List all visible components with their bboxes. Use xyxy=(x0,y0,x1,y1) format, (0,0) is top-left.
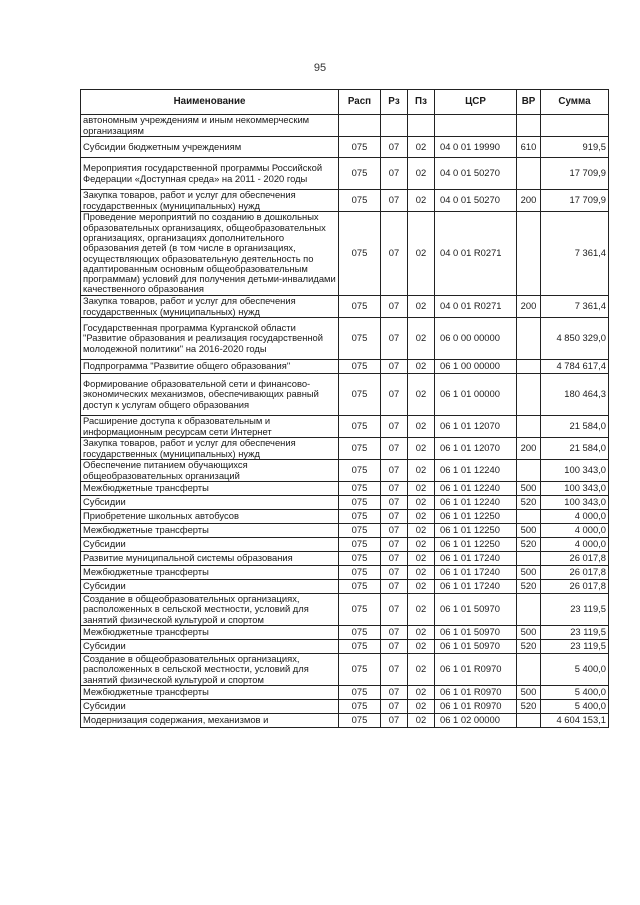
row-rz: 07 xyxy=(381,626,408,640)
row-rasp: 075 xyxy=(339,482,381,496)
row-name: Субсидии xyxy=(81,538,339,552)
row-rasp: 075 xyxy=(339,714,381,728)
table-row xyxy=(81,460,609,482)
row-sum: 17 709,9 xyxy=(541,158,609,190)
row-rasp: 075 xyxy=(339,137,381,158)
row-rasp: 075 xyxy=(339,318,381,360)
row-name: Субсидии xyxy=(81,640,339,654)
row-rz: 07 xyxy=(381,212,408,296)
row-name: Приобретение школьных автобусов xyxy=(81,510,339,524)
row-rasp: 075 xyxy=(339,686,381,700)
row-name: автономным учреждениям и иным некоммерческим организациям xyxy=(81,115,339,137)
row-vr xyxy=(517,654,541,686)
row-sum: 4 850 329,0 xyxy=(541,318,609,360)
row-name: Субсидии xyxy=(81,580,339,594)
row-sum: 100 343,0 xyxy=(541,482,609,496)
row-rz: 07 xyxy=(381,566,408,580)
row-sum: 7 361,4 xyxy=(541,212,609,296)
table-row xyxy=(81,438,609,460)
row-pz: 02 xyxy=(408,158,435,190)
row-vr: 200 xyxy=(517,438,541,460)
row-rasp: 075 xyxy=(339,552,381,566)
row-vr xyxy=(517,714,541,728)
row-rz: 07 xyxy=(381,580,408,594)
row-pz: 02 xyxy=(408,566,435,580)
row-csr: 06 1 01 12250 xyxy=(435,538,517,552)
row-name: Межбюджетные трансферты xyxy=(81,482,339,496)
row-rasp: 075 xyxy=(339,416,381,438)
budget-table xyxy=(80,89,609,728)
row-csr: 06 1 01 12070 xyxy=(435,438,517,460)
row-sum: 26 017,8 xyxy=(541,552,609,566)
row-rasp: 075 xyxy=(339,654,381,686)
row-sum: 26 017,8 xyxy=(541,566,609,580)
row-vr: 500 xyxy=(517,686,541,700)
row-sum: 23 119,5 xyxy=(541,640,609,654)
row-pz: 02 xyxy=(408,626,435,640)
row-pz: 02 xyxy=(408,496,435,510)
table-row xyxy=(81,137,609,158)
row-csr: 06 0 00 00000 xyxy=(435,318,517,360)
row-pz: 02 xyxy=(408,700,435,714)
table-row xyxy=(81,360,609,374)
row-vr xyxy=(517,416,541,438)
table-row xyxy=(81,482,609,496)
table-row xyxy=(81,115,609,137)
row-csr: 06 1 01 50970 xyxy=(435,626,517,640)
table-row xyxy=(81,296,609,318)
row-csr: 06 1 01 17240 xyxy=(435,552,517,566)
row-sum: 17 709,9 xyxy=(541,190,609,212)
row-name: Проведение мероприятий по созданию в дошкольных образовательных организациях, общеобразовательных организациях, организациях дополнительного образования детей (в том числе в организациях, осуществляющих образовательную деятельность по адаптированным основным общеобразовательным программам) условий для получения детьми-инвалидами качественного образования xyxy=(81,212,339,296)
row-vr xyxy=(517,510,541,524)
row-rasp: 075 xyxy=(339,374,381,416)
row-csr: 06 1 01 12070 xyxy=(435,416,517,438)
row-pz: 02 xyxy=(408,686,435,700)
row-sum xyxy=(541,115,609,137)
row-sum: 5 400,0 xyxy=(541,700,609,714)
row-rz: 07 xyxy=(381,524,408,538)
row-csr: 06 1 01 12250 xyxy=(435,510,517,524)
row-vr xyxy=(517,460,541,482)
table-row xyxy=(81,714,609,728)
row-rz: 07 xyxy=(381,654,408,686)
row-rasp: 075 xyxy=(339,212,381,296)
row-sum: 23 119,5 xyxy=(541,626,609,640)
row-rz: 07 xyxy=(381,482,408,496)
row-pz: 02 xyxy=(408,552,435,566)
row-vr: 500 xyxy=(517,566,541,580)
row-rz: 07 xyxy=(381,438,408,460)
row-csr: 06 1 01 R0970 xyxy=(435,700,517,714)
row-csr: 06 1 01 12240 xyxy=(435,482,517,496)
row-csr: 04 0 01 50270 xyxy=(435,158,517,190)
row-rasp: 075 xyxy=(339,460,381,482)
table-row xyxy=(81,510,609,524)
row-csr: 06 1 01 17240 xyxy=(435,566,517,580)
row-rasp: 075 xyxy=(339,496,381,510)
row-name: Межбюджетные трансферты xyxy=(81,524,339,538)
table-row xyxy=(81,626,609,640)
row-pz: 02 xyxy=(408,296,435,318)
row-csr: 06 1 01 17240 xyxy=(435,580,517,594)
row-rz: 07 xyxy=(381,137,408,158)
row-csr: 06 1 01 12250 xyxy=(435,524,517,538)
row-pz: 02 xyxy=(408,510,435,524)
row-csr: 06 1 02 00000 xyxy=(435,714,517,728)
row-rasp: 075 xyxy=(339,580,381,594)
row-csr: 04 0 01 19990 xyxy=(435,137,517,158)
table-header-row xyxy=(81,90,609,115)
row-rz: 07 xyxy=(381,158,408,190)
row-rasp: 075 xyxy=(339,640,381,654)
row-pz: 02 xyxy=(408,538,435,552)
row-rz: 07 xyxy=(381,510,408,524)
row-csr xyxy=(435,115,517,137)
row-pz xyxy=(408,115,435,137)
row-name: Обеспечение питанием обучающихся общеобразовательных организаций xyxy=(81,460,339,482)
row-rasp: 075 xyxy=(339,626,381,640)
col-header-vr: ВР xyxy=(517,90,541,115)
row-rz: 07 xyxy=(381,460,408,482)
row-name: Подпрограмма "Развитие общего образования" xyxy=(81,360,339,374)
col-header-sum: Сумма xyxy=(541,90,609,115)
row-sum: 7 361,4 xyxy=(541,296,609,318)
table-row xyxy=(81,374,609,416)
table-row xyxy=(81,700,609,714)
row-rasp: 075 xyxy=(339,158,381,190)
row-name: Межбюджетные трансферты xyxy=(81,566,339,580)
row-sum: 4 604 153,1 xyxy=(541,714,609,728)
row-rasp: 075 xyxy=(339,510,381,524)
row-rasp: 075 xyxy=(339,438,381,460)
row-name: Государственная программа Курганской области "Развитие образования и реализация государственной молодежной политики" на 2016-2020 годы xyxy=(81,318,339,360)
table-row xyxy=(81,158,609,190)
row-vr: 500 xyxy=(517,626,541,640)
row-vr: 520 xyxy=(517,580,541,594)
row-rz: 07 xyxy=(381,190,408,212)
row-vr xyxy=(517,594,541,626)
row-vr: 520 xyxy=(517,700,541,714)
row-vr xyxy=(517,115,541,137)
row-csr: 06 1 01 12240 xyxy=(435,496,517,510)
row-rz: 07 xyxy=(381,538,408,552)
row-rasp: 075 xyxy=(339,594,381,626)
table-row xyxy=(81,580,609,594)
row-pz: 02 xyxy=(408,594,435,626)
row-pz: 02 xyxy=(408,460,435,482)
row-vr: 610 xyxy=(517,137,541,158)
row-rz: 07 xyxy=(381,360,408,374)
row-name: Субсидии бюджетным учреждениям xyxy=(81,137,339,158)
row-rz: 07 xyxy=(381,594,408,626)
row-rasp: 075 xyxy=(339,700,381,714)
row-sum: 23 119,5 xyxy=(541,594,609,626)
row-rasp: 075 xyxy=(339,566,381,580)
row-name: Закупка товаров, работ и услуг для обеспечения государственных (муниципальных) нужд xyxy=(81,190,339,212)
row-rz: 07 xyxy=(381,552,408,566)
row-name: Модернизация содержания, механизмов и xyxy=(81,714,339,728)
row-csr: 04 0 01 R0271 xyxy=(435,212,517,296)
row-name: Закупка товаров, работ и услуг для обеспечения государственных (муниципальных) нужд xyxy=(81,296,339,318)
row-vr xyxy=(517,552,541,566)
table-row xyxy=(81,686,609,700)
row-sum: 4 784 617,4 xyxy=(541,360,609,374)
row-name: Развитие муниципальной системы образования xyxy=(81,552,339,566)
row-rz: 07 xyxy=(381,416,408,438)
table-row xyxy=(81,318,609,360)
row-sum: 100 343,0 xyxy=(541,460,609,482)
row-name: Субсидии xyxy=(81,700,339,714)
row-vr: 500 xyxy=(517,524,541,538)
row-csr: 06 1 00 00000 xyxy=(435,360,517,374)
row-pz: 02 xyxy=(408,640,435,654)
row-rz: 07 xyxy=(381,640,408,654)
row-vr: 200 xyxy=(517,190,541,212)
row-sum: 4 000,0 xyxy=(541,538,609,552)
page-number: 95 xyxy=(313,62,327,74)
row-pz: 02 xyxy=(408,714,435,728)
col-header-rz: Рз xyxy=(381,90,408,115)
table-row xyxy=(81,594,609,626)
table-row xyxy=(81,496,609,510)
row-pz: 02 xyxy=(408,190,435,212)
row-name: Межбюджетные трансферты xyxy=(81,626,339,640)
table-row xyxy=(81,212,609,296)
row-vr xyxy=(517,374,541,416)
row-sum: 4 000,0 xyxy=(541,510,609,524)
row-rz: 07 xyxy=(381,714,408,728)
row-rz: 07 xyxy=(381,296,408,318)
table-row xyxy=(81,640,609,654)
table-row xyxy=(81,654,609,686)
row-csr: 04 0 01 50270 xyxy=(435,190,517,212)
row-pz: 02 xyxy=(408,137,435,158)
row-name: Создание в общеобразовательных организациях, расположенных в сельской местности, условий для занятий физической культурой и спортом xyxy=(81,594,339,626)
row-pz: 02 xyxy=(408,416,435,438)
row-vr: 520 xyxy=(517,496,541,510)
row-sum: 4 000,0 xyxy=(541,524,609,538)
row-rasp: 075 xyxy=(339,360,381,374)
row-pz: 02 xyxy=(408,318,435,360)
row-csr: 06 1 01 50970 xyxy=(435,594,517,626)
row-vr xyxy=(517,158,541,190)
row-rz: 07 xyxy=(381,686,408,700)
table-row xyxy=(81,190,609,212)
row-name: Закупка товаров, работ и услуг для обеспечения государственных (муниципальных) нужд xyxy=(81,438,339,460)
row-rz: 07 xyxy=(381,700,408,714)
row-rasp: 075 xyxy=(339,524,381,538)
row-rz: 07 xyxy=(381,496,408,510)
row-name: Формирование образовательной сети и финансово-экономических механизмов, обеспечивающих равный доступ к услугам общего образования xyxy=(81,374,339,416)
row-name: Субсидии xyxy=(81,496,339,510)
row-csr: 06 1 01 R0970 xyxy=(435,686,517,700)
col-header-rasp: Расп xyxy=(339,90,381,115)
row-pz: 02 xyxy=(408,374,435,416)
table-row xyxy=(81,538,609,552)
row-sum: 5 400,0 xyxy=(541,654,609,686)
table-row xyxy=(81,416,609,438)
row-csr: 06 1 01 12240 xyxy=(435,460,517,482)
row-vr: 520 xyxy=(517,640,541,654)
row-name: Мероприятия государственной программы Российской Федерации «Доступная среда» на 2011 - 2020 годы xyxy=(81,158,339,190)
row-sum: 100 343,0 xyxy=(541,496,609,510)
row-rz: 07 xyxy=(381,318,408,360)
row-rasp: 075 xyxy=(339,296,381,318)
row-csr: 06 1 01 R0970 xyxy=(435,654,517,686)
row-name: Создание в общеобразовательных организациях, расположенных в сельской местности, условий для занятий физической культурой и спортом xyxy=(81,654,339,686)
row-vr xyxy=(517,212,541,296)
row-sum: 21 584,0 xyxy=(541,416,609,438)
row-csr: 04 0 01 R0271 xyxy=(435,296,517,318)
row-sum: 21 584,0 xyxy=(541,438,609,460)
row-vr: 520 xyxy=(517,538,541,552)
row-csr: 06 1 01 00000 xyxy=(435,374,517,416)
col-header-pz: Пз xyxy=(408,90,435,115)
row-name: Расширение доступа к образовательным и информационным ресурсам сети Интернет xyxy=(81,416,339,438)
row-name: Межбюджетные трансферты xyxy=(81,686,339,700)
row-vr xyxy=(517,318,541,360)
row-sum: 5 400,0 xyxy=(541,686,609,700)
row-csr: 06 1 01 50970 xyxy=(435,640,517,654)
row-sum: 180 464,3 xyxy=(541,374,609,416)
row-rasp: 075 xyxy=(339,190,381,212)
row-pz: 02 xyxy=(408,580,435,594)
row-rz xyxy=(381,115,408,137)
row-rz: 07 xyxy=(381,374,408,416)
row-pz: 02 xyxy=(408,212,435,296)
col-header-name: Наименование xyxy=(81,90,339,115)
row-pz: 02 xyxy=(408,482,435,496)
row-pz: 02 xyxy=(408,524,435,538)
row-rasp xyxy=(339,115,381,137)
row-sum: 919,5 xyxy=(541,137,609,158)
col-header-csr: ЦСР xyxy=(435,90,517,115)
row-vr: 500 xyxy=(517,482,541,496)
row-vr: 200 xyxy=(517,296,541,318)
row-rasp: 075 xyxy=(339,538,381,552)
row-pz: 02 xyxy=(408,360,435,374)
row-pz: 02 xyxy=(408,438,435,460)
row-sum: 26 017,8 xyxy=(541,580,609,594)
row-vr xyxy=(517,360,541,374)
table-row xyxy=(81,552,609,566)
table-row xyxy=(81,524,609,538)
table-row xyxy=(81,566,609,580)
row-pz: 02 xyxy=(408,654,435,686)
